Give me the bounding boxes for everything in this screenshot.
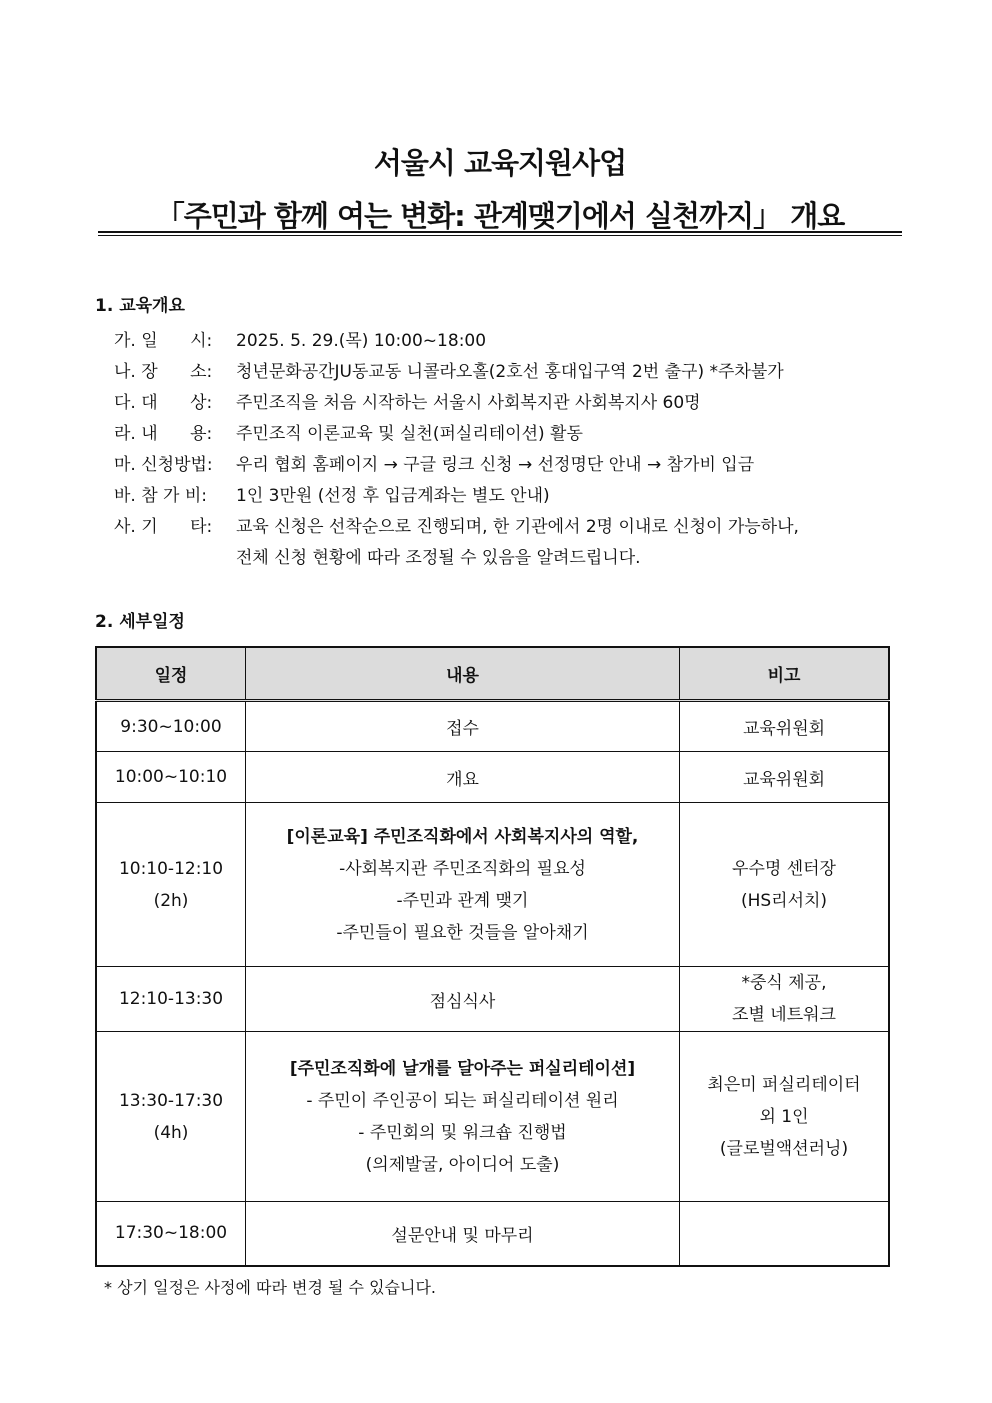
cell-note	[680, 803, 890, 967]
cell-time	[96, 1032, 246, 1202]
overview-value: 주민조직 이론교육 및 실천(퍼실리테이션) 활동	[236, 424, 583, 444]
section-2-heading: 2. 세부일정	[95, 612, 185, 632]
overview-label: 다. 대 상:	[114, 393, 213, 413]
note-line: (HS리서치)	[740, 890, 828, 911]
table-row	[96, 1202, 889, 1266]
note-line: 최은미 퍼실리테이터	[707, 1074, 861, 1095]
column-header-note: 비고	[680, 647, 890, 701]
table-row	[96, 752, 889, 803]
overview-value: 1인 3만원 (선정 후 입금계좌는 별도 안내)	[236, 486, 550, 506]
note-line: *중식 제공,	[741, 973, 827, 993]
table-row	[96, 803, 889, 967]
schedule-table	[95, 646, 890, 1267]
cell-content: 개요	[246, 752, 680, 803]
overview-item-content	[114, 419, 904, 450]
note-line: (글로벌액션러닝)	[719, 1138, 849, 1159]
content-line: -사회복지관 주민조직화의 필요성	[339, 858, 586, 879]
cell-time: 17:30~18:00	[96, 1202, 246, 1266]
table-row	[96, 701, 889, 752]
content-line: - 주민회의 및 워크숍 진행법	[358, 1122, 567, 1143]
table-row	[96, 1032, 889, 1202]
cell-time: 10:00~10:10	[96, 752, 246, 803]
overview-label: 가. 일 시:	[114, 331, 213, 351]
overview-list	[114, 326, 904, 574]
column-header-time: 일정	[96, 647, 246, 701]
content-title: [주민조직화에 날개를 달아주는 퍼실리테이션]	[289, 1058, 636, 1079]
cell-time	[96, 803, 246, 967]
overview-label: 라. 내 용:	[114, 424, 213, 444]
overview-item-target	[114, 388, 904, 419]
content-line: -주민들이 필요한 것들을 알아채기	[336, 922, 589, 943]
overview-label: 사. 기 타:	[114, 517, 213, 537]
overview-label: 나. 장 소:	[114, 362, 213, 382]
cell-content: 접수	[246, 701, 680, 752]
title-underline	[98, 231, 902, 236]
overview-value: 주민조직을 처음 시작하는 서울시 사회복지관 사회복지사 60명	[236, 393, 701, 413]
title-line-1: 서울시 교육지원사업	[373, 146, 627, 180]
cell-time: 9:30~10:00	[96, 701, 246, 752]
cell-note	[680, 967, 890, 1032]
table-header-row	[96, 647, 889, 701]
cell-time: 12:10-13:30	[96, 967, 246, 1032]
duration-line: (2h)	[153, 890, 189, 911]
cell-note: 교육위원회	[680, 701, 890, 752]
section-1-heading: 1. 교육개요	[95, 296, 185, 316]
footnote: * 상기 일정은 사정에 따라 변경 될 수 있습니다.	[104, 1278, 436, 1297]
overview-item-etc	[114, 512, 904, 574]
cell-content: 점심식사	[246, 967, 680, 1032]
duration-line: (4h)	[153, 1122, 189, 1143]
overview-item-application	[114, 450, 904, 481]
overview-label: 마. 신청방법:	[114, 455, 213, 475]
overview-value: 청년문화공간JU동교동 니콜라오홀(2호선 홍대입구역 2번 출구) *주차불가	[236, 362, 784, 382]
table-row	[96, 967, 889, 1032]
overview-value: 우리 협회 홈페이지 → 구글 링크 신청 → 선정명단 안내 → 참가비 입금	[236, 455, 755, 475]
content-line: (의제발굴, 아이디어 도출)	[365, 1154, 560, 1175]
overview-item-fee	[114, 481, 904, 512]
column-header-content: 내용	[246, 647, 680, 701]
cell-content	[246, 803, 680, 967]
content-title: [이론교육] 주민조직화에서 사회복지사의 역할,	[286, 826, 639, 847]
note-line: 외 1인	[759, 1106, 809, 1127]
overview-label: 바. 참 가 비:	[114, 486, 208, 506]
overview-value	[236, 512, 904, 574]
cell-note	[680, 1202, 890, 1266]
content-line: -주민과 관계 맺기	[396, 890, 529, 911]
overview-value-line: 교육 신청은 선착순으로 진행되며, 한 기관에서 2명 이내로 신청이 가능하나,	[236, 517, 799, 537]
note-line: 우수명 센터장	[732, 858, 836, 879]
time-line: 13:30-17:30	[118, 1090, 224, 1111]
overview-item-place	[114, 357, 904, 388]
cell-content: 설문안내 및 마무리	[246, 1202, 680, 1266]
time-line: 10:10-12:10	[118, 858, 224, 879]
overview-value-line: 전체 신청 현황에 따라 조정될 수 있음을 알려드립니다.	[236, 548, 641, 568]
document-title	[98, 142, 902, 240]
overview-value: 2025. 5. 29.(목) 10:00~18:00	[236, 331, 487, 351]
cell-note: 교육위원회	[680, 752, 890, 803]
title-line-2: 「주민과 함께 여는 변화: 관계맺기에서 실천까지」 개요	[155, 199, 845, 233]
content-line: - 주민이 주인공이 되는 퍼실리테이션 원리	[306, 1090, 619, 1111]
overview-item-date	[114, 326, 904, 357]
cell-content	[246, 1032, 680, 1202]
cell-note	[680, 1032, 890, 1202]
note-line: 조별 네트워크	[732, 1005, 836, 1025]
